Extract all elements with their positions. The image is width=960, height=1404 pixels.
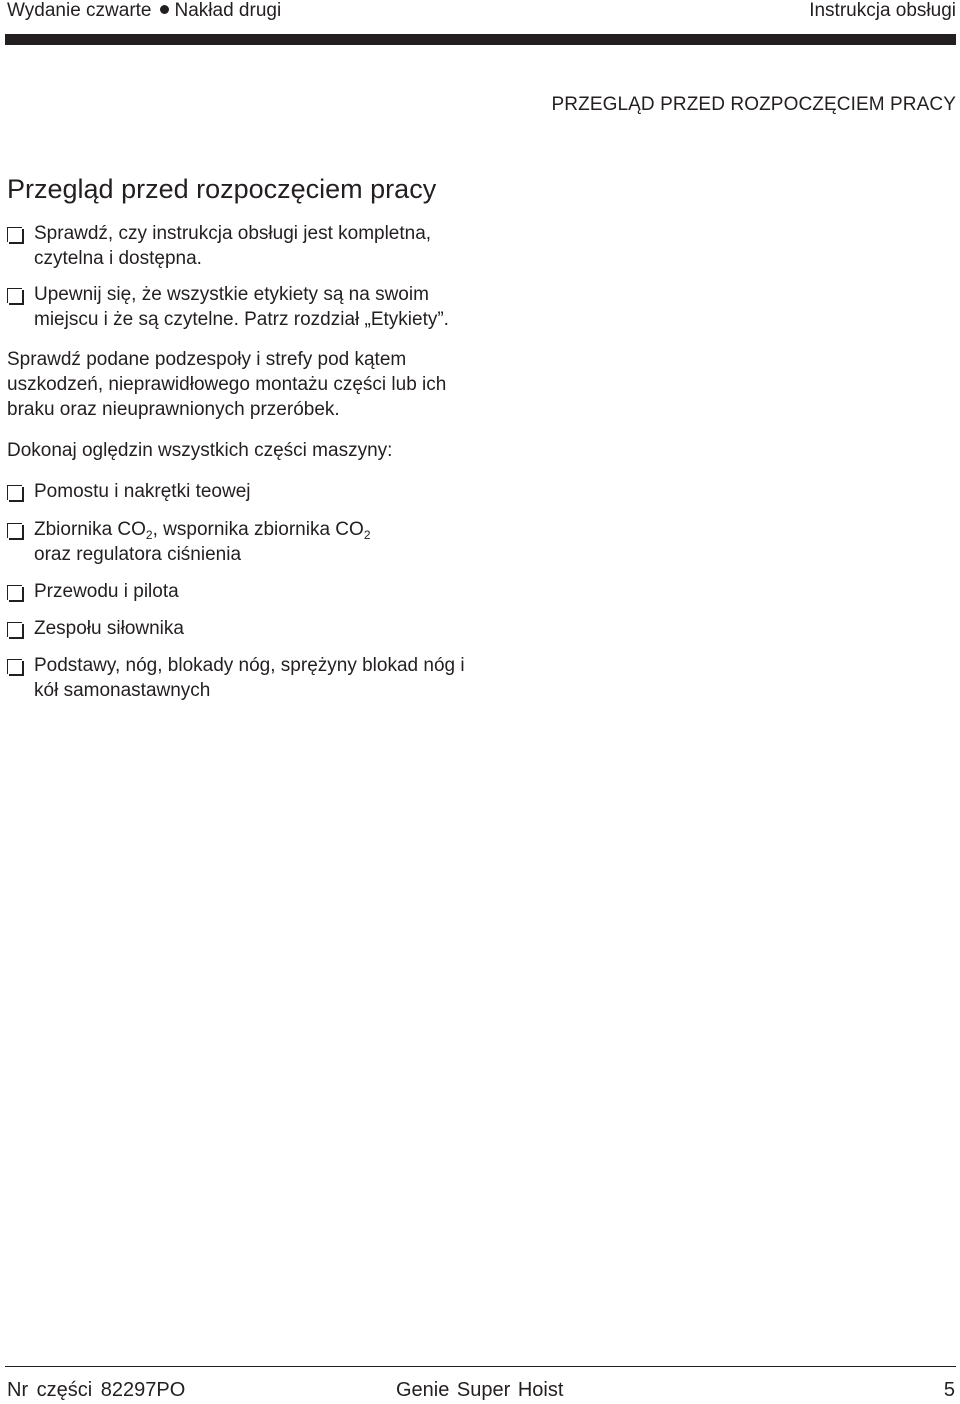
footer-divider xyxy=(5,1366,956,1367)
checklist-item-platform xyxy=(7,479,477,504)
printing-label: Nakład drugi xyxy=(174,0,282,21)
checklist-item-text: Pomostu i nakrętki teowej xyxy=(34,481,251,502)
section-title: PRZEGLĄD PRZED ROZPOCZĘCIEM PRACY xyxy=(551,94,956,115)
header-divider xyxy=(5,34,956,45)
page-title: Przegląd przed rozpoczęciem pracy xyxy=(7,174,437,204)
checkbox-icon xyxy=(7,227,22,242)
footer-product-name: Genie Super Hoist xyxy=(396,1379,564,1401)
checklist-item-labels xyxy=(7,282,477,332)
manual-type-label: Instrukcja obsługi xyxy=(809,0,956,21)
parts-intro-paragraph: Dokonaj oględzin wszystkich części maszyny: xyxy=(7,440,393,461)
checklist-item-text: Zespołu siłownika xyxy=(34,618,184,639)
checklist-item-co2-tank xyxy=(7,517,477,567)
checkbox-icon xyxy=(7,485,22,500)
checkbox-icon xyxy=(7,288,22,303)
co2-text-part1: Zbiornika CO xyxy=(34,519,146,540)
main-content xyxy=(7,172,477,703)
checklist-item-text: Sprawdź, czy instrukcja obsługi jest kompletna, czytelna i dostępna. xyxy=(34,223,432,269)
checklist-item-cable xyxy=(7,579,477,604)
bullet-dot-icon xyxy=(160,5,169,14)
co2-subscript: 2 xyxy=(363,528,371,542)
checklist-item-text: Upewnij się, że wszystkie etykiety są na swoim miejscu i że są czytelne. Patrz rozdział „Etykiety”. xyxy=(34,284,449,330)
checklist-item-text: Przewodu i pilota xyxy=(34,581,179,602)
checkbox-icon xyxy=(7,585,22,600)
checklist-item-base xyxy=(7,653,477,703)
checklist-item-text: Podstawy, nóg, blokady nóg, sprężyny blokad nóg i kół samonastawnych xyxy=(34,655,465,701)
checklist-item-manual xyxy=(7,221,477,271)
footer-page-number: 5 xyxy=(943,1379,955,1401)
footer-part-number: Nr części 82297PO xyxy=(7,1379,186,1401)
co2-text-part2: , wspornika zbiornika CO xyxy=(152,519,364,540)
co2-subscript: 2 xyxy=(145,528,153,542)
checkbox-icon xyxy=(7,523,22,538)
header-edition-info xyxy=(7,0,281,22)
co2-text-part3: oraz regulatora ciśnienia xyxy=(34,544,242,565)
checkbox-icon xyxy=(7,659,22,674)
edition-label: Wydanie czwarte xyxy=(7,0,152,21)
checklist-item-actuator xyxy=(7,616,477,641)
checkbox-icon xyxy=(7,622,22,637)
inspect-paragraph: Sprawdź podane podzespoły i strefy pod kątem uszkodzeń, nieprawidłowego montażu części lub ich braku oraz nieuprawnionych przeróbek. xyxy=(7,349,447,420)
